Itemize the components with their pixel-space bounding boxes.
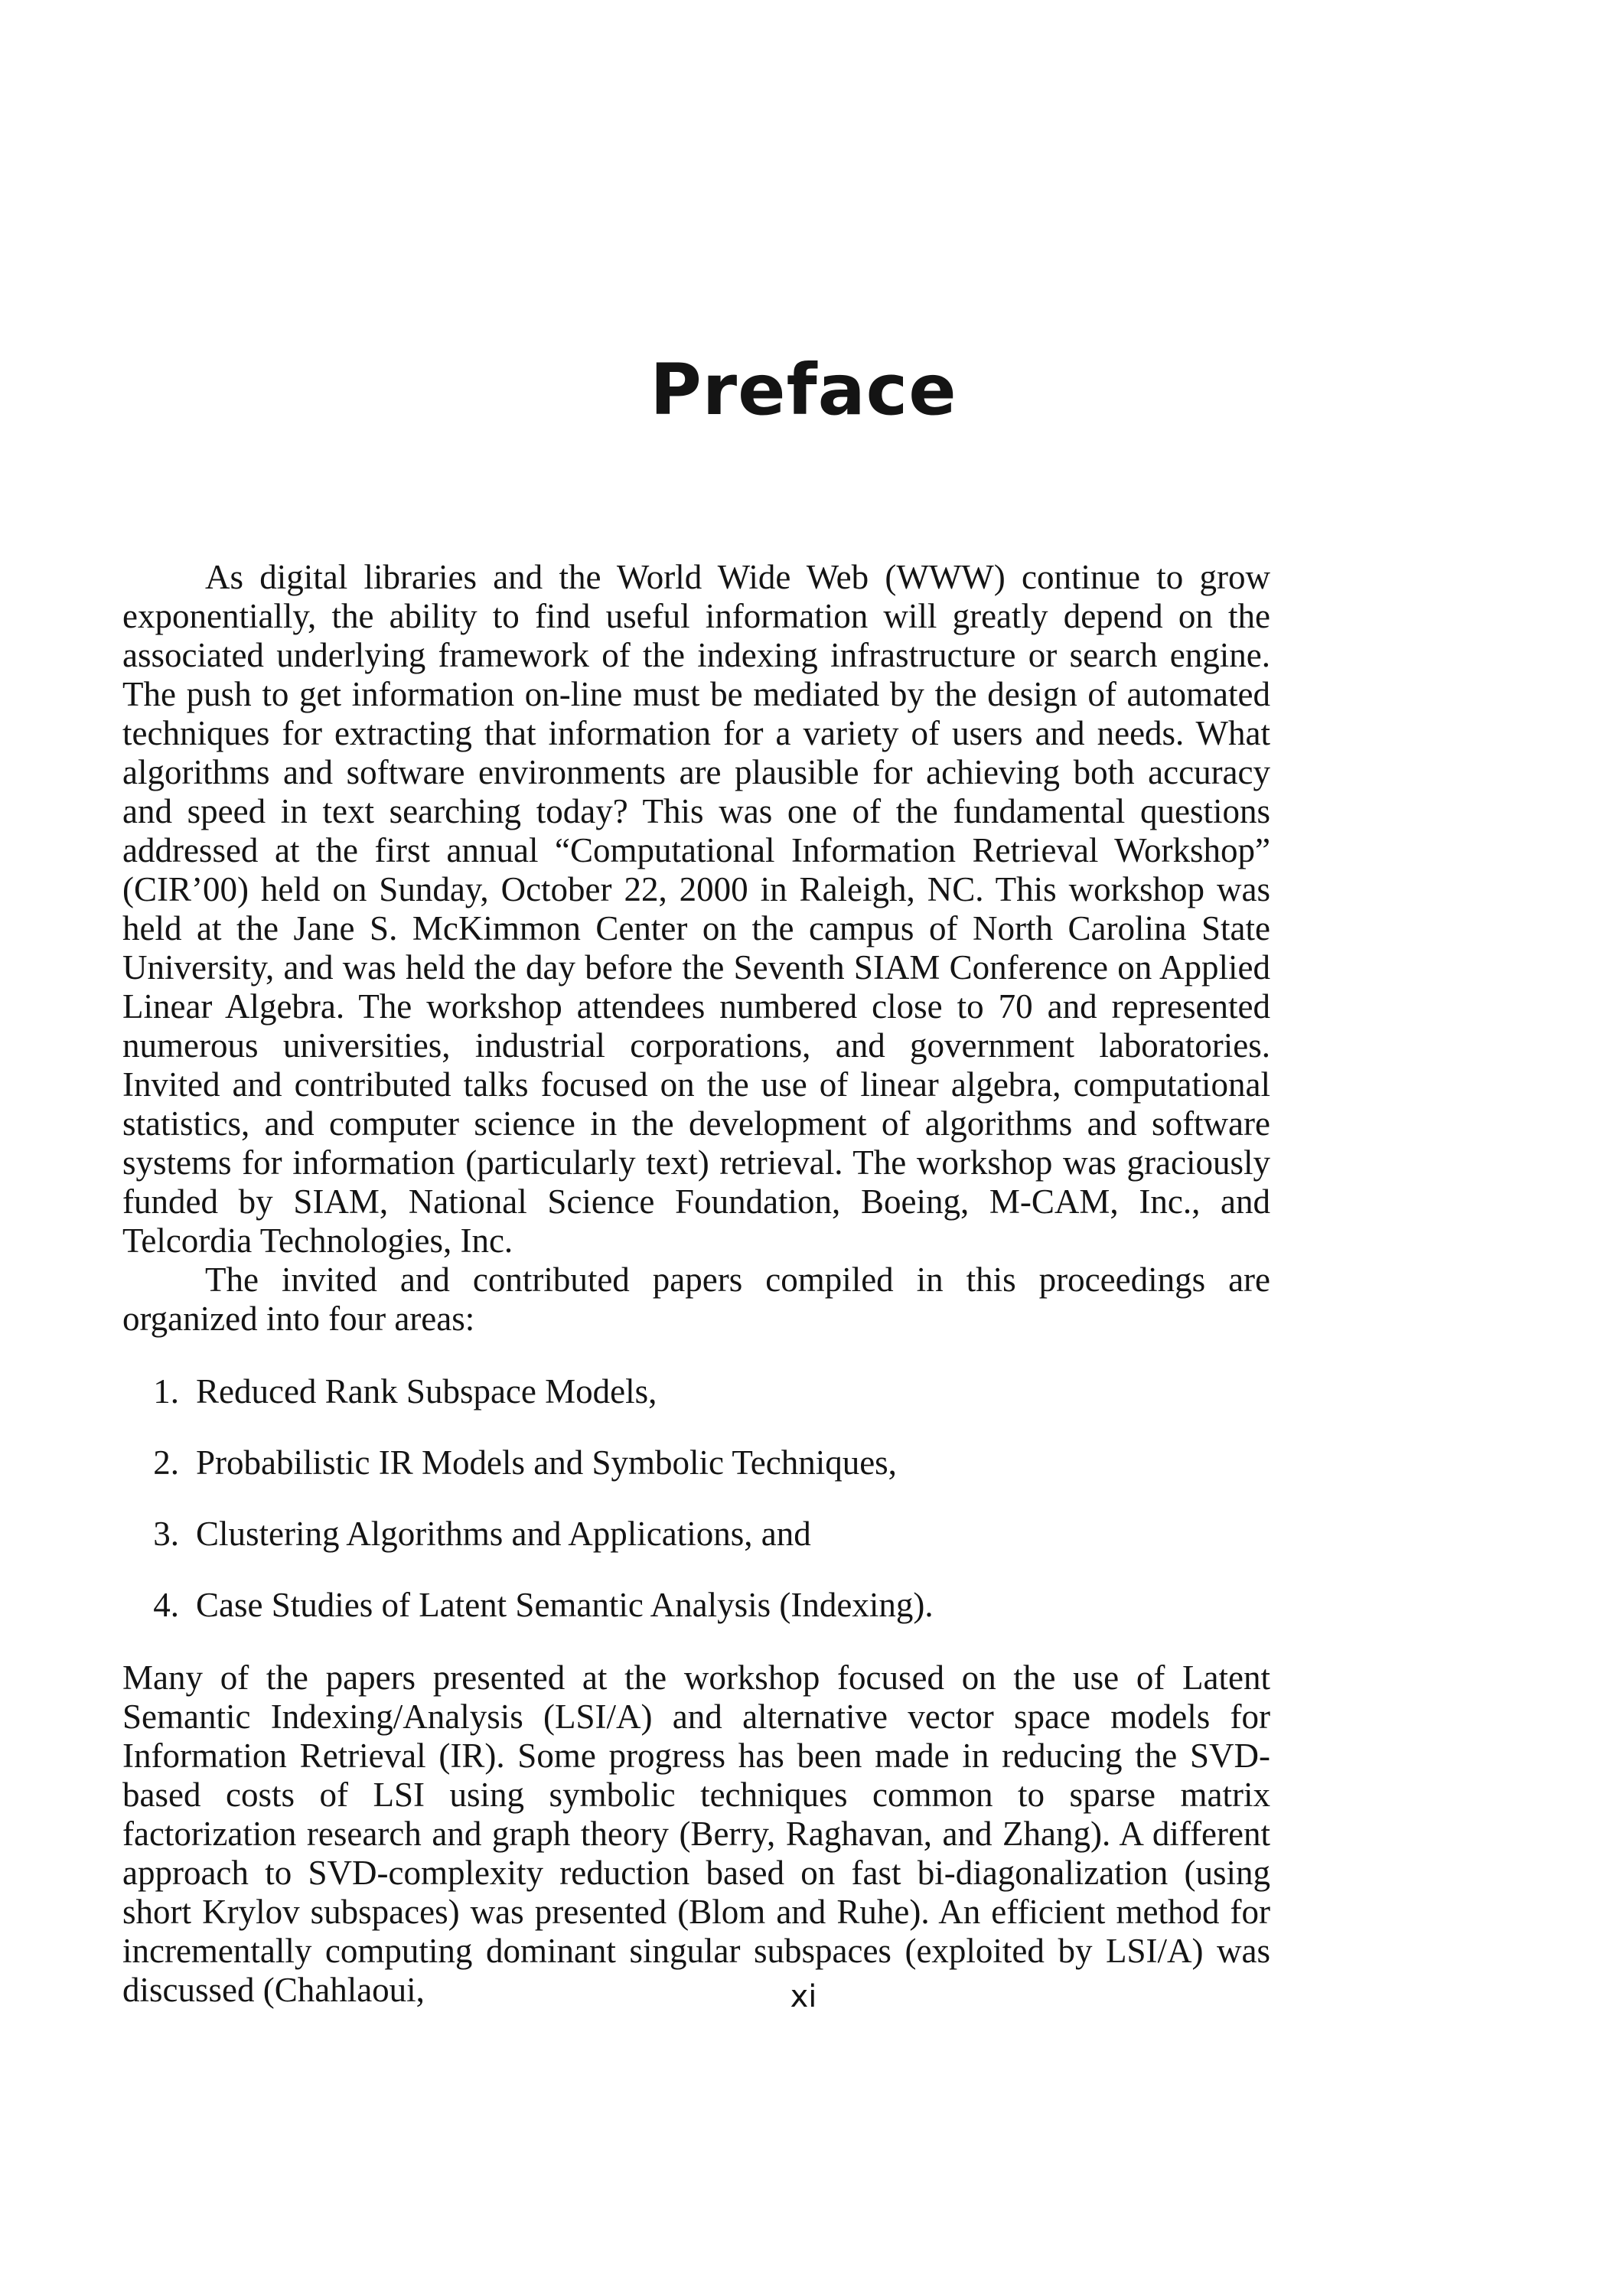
- list-item-number: 4.: [153, 1586, 179, 1624]
- list-item: [122, 1515, 1270, 1554]
- list-item-text: Reduced Rank Subspace Models,: [196, 1372, 657, 1411]
- list-item-text: Case Studies of Latent Semantic Analysis (Indexing).: [196, 1586, 934, 1624]
- paragraph-lsi: Many of the papers presented at the workshop focused on the use of Latent Semantic Indexing/Analysis (LSI/A) and alternative vector space models for Information Retrieval (IR). Some progress has been made in reducing the SVD-based costs of LSI using symbolic techniques common to sparse matrix factorization research and graph theory (Berry, Raghavan, and Zhang). A different approach to SVD-complexity reduction based on fast bi-diagonalization (using short Krylov subspaces) was presented (Blom and Ruhe). An efficient method for incrementally computing dominant singular subspaces (exploited by LSI/A) was discussed (Chahlaoui,: [122, 1658, 1270, 2009]
- list-item: [122, 1586, 1270, 1625]
- list-item-number: 3.: [153, 1515, 179, 1553]
- areas-list: [122, 1372, 1270, 1625]
- list-item-number: 2.: [153, 1443, 179, 1482]
- list-item-number: 1.: [153, 1372, 179, 1411]
- paragraph-intro: As digital libraries and the World Wide Web (WWW) continue to grow exponentially, the ability to find useful information will greatly depend on the associated underlying framework of the indexing infrastructure or search engine. The push to get information on-line must be mediated by the design of automated techniques for extracting that information for a variety of users and needs. What algorithms and software environments are plausible for achieving both accuracy and speed in text searching today? This was one of the fundamental questions addressed at the first annual “Computational Information Retrieval Workshop” (CIR’00) held on Sunday, October 22, 2000 in Raleigh, NC. This workshop was held at the Jane S. McKimmon Center on the campus of North Carolina State University, and was held the day before the Seventh SIAM Conference on Applied Linear Algebra. The workshop attendees numbered close to 70 and represented numerous universities, industrial corporations, and government laboratories. Invited and contributed talks focused on the use of linear algebra, computational statistics, and computer science in the development of algorithms and software systems for information (particularly text) retrieval. The workshop was graciously funded by SIAM, National Science Foundation, Boeing, M-CAM, Inc., and Telcordia Technologies, Inc.: [122, 558, 1270, 1260]
- page-title: Preface: [650, 349, 957, 431]
- list-item: [122, 1372, 1270, 1411]
- list-item-text: Probabilistic IR Models and Symbolic Techniques,: [196, 1443, 897, 1482]
- paragraph-areas-intro: The invited and contributed papers compiled in this proceedings are organized into four areas:: [122, 1261, 1270, 1338]
- list-item: [122, 1443, 1270, 1482]
- preface-body: [122, 558, 1270, 2010]
- list-item-text: Clustering Algorithms and Applications, and: [196, 1515, 811, 1553]
- page-number: xi: [790, 1979, 817, 2014]
